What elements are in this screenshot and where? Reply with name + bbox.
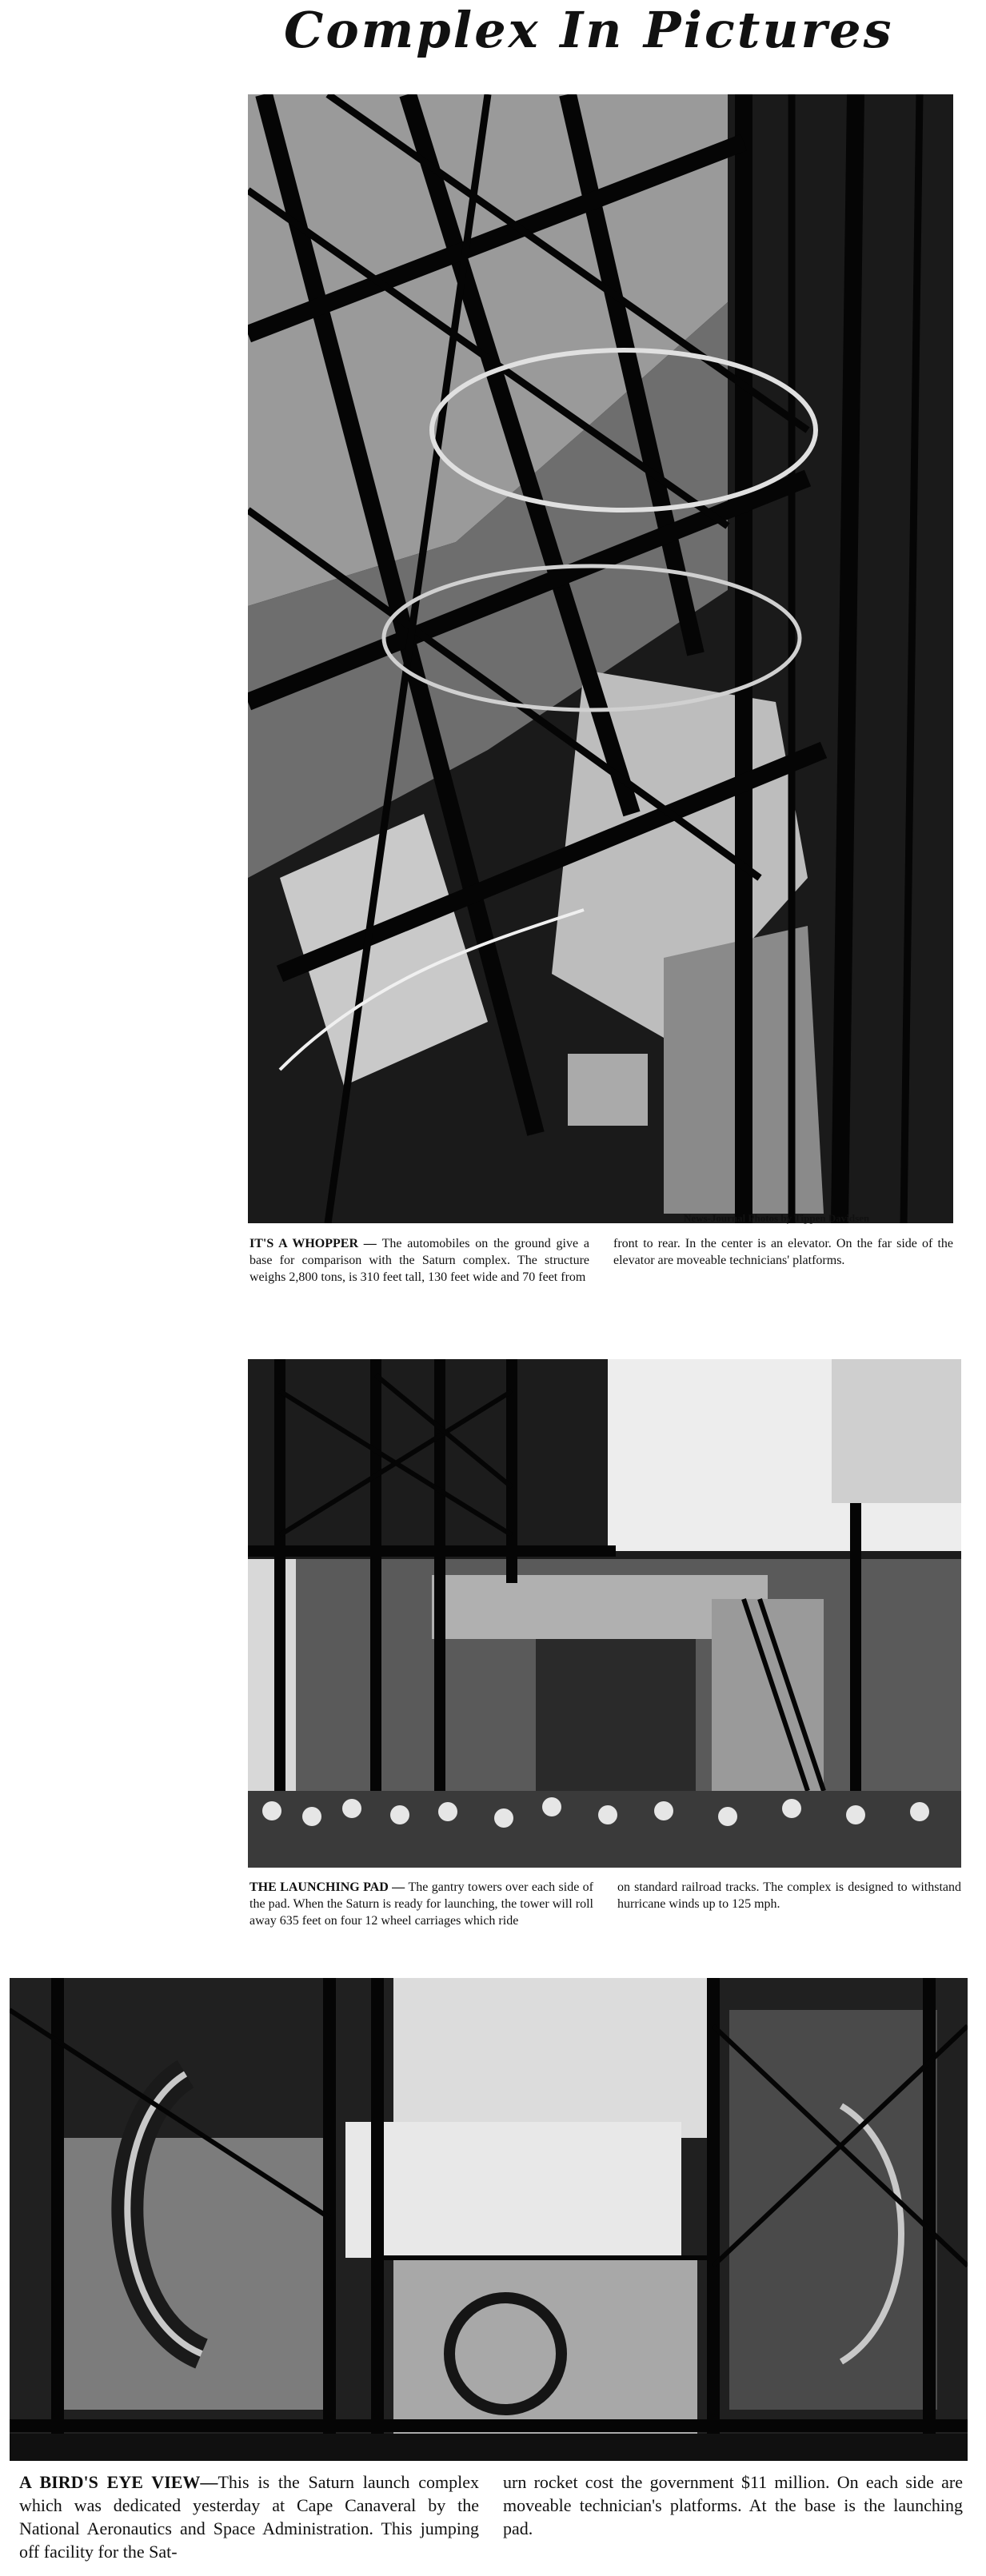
caption-birds-eye-view-lead: A BIRD'S EYE VIEW—: [19, 2472, 218, 2492]
photo-tower-overhead-image: [248, 94, 953, 1223]
caption-launching-pad: [249, 1879, 961, 1929]
caption-birds-eye-view-col1: [19, 2470, 479, 2563]
caption-whopper: [249, 1235, 953, 1286]
caption-launching-pad-col2: on standard railroad tracks. The complex is designed to withstand hurricane winds up to 125 mph.: [617, 1880, 961, 1911]
caption-launching-pad-lead: THE LAUNCHING PAD —: [249, 1880, 409, 1894]
caption-whopper-text1: The automobiles on the ground give a base for comparison with the Saturn complex. The structure weighs 2,800 tons, is 310 feet tall, 130 feet wide and 70 feet from: [249, 1237, 590, 1284]
caption-whopper-col1: [249, 1235, 589, 1286]
caption-whopper-col2: front to rear. In the center is an elevator. On the far side of the elevator are moveable technicians' platforms.: [613, 1237, 953, 1267]
photo-launching-pad: [248, 1359, 961, 1868]
caption-whopper-lead: IT'S A WHOPPER —: [249, 1237, 382, 1250]
caption-launching-pad-text1: The gantry towers over each side of the pad. When the Saturn is ready for launching, the tower will roll away 635 feet on four 12 wheel carriages which ride: [249, 1880, 593, 1928]
caption-birds-eye-view: [19, 2470, 963, 2563]
page-headline: Complex In Pictures: [284, 1, 894, 59]
caption-birds-eye-view-text1: This is the Saturn launch complex which was dedicated yesterday at Cape Canaveral by the National Aeronautics and Space Administration. This jumping off facility for the Sat-: [19, 2472, 479, 2562]
photo-credit: News-Journal Photos by Tippen Davidsen: [684, 1212, 870, 1224]
caption-launching-pad-col1: [249, 1879, 593, 1929]
photo-tower-overhead: [248, 94, 953, 1223]
photo-birds-eye-view-image: [10, 1978, 968, 2461]
caption-birds-eye-view-col2: urn rocket cost the government $11 million. On each side are moveable technician's platforms. At the base is the launching pad.: [503, 2472, 963, 2538]
photo-launching-pad-image: [248, 1359, 961, 1868]
photo-birds-eye-view: [10, 1978, 968, 2461]
